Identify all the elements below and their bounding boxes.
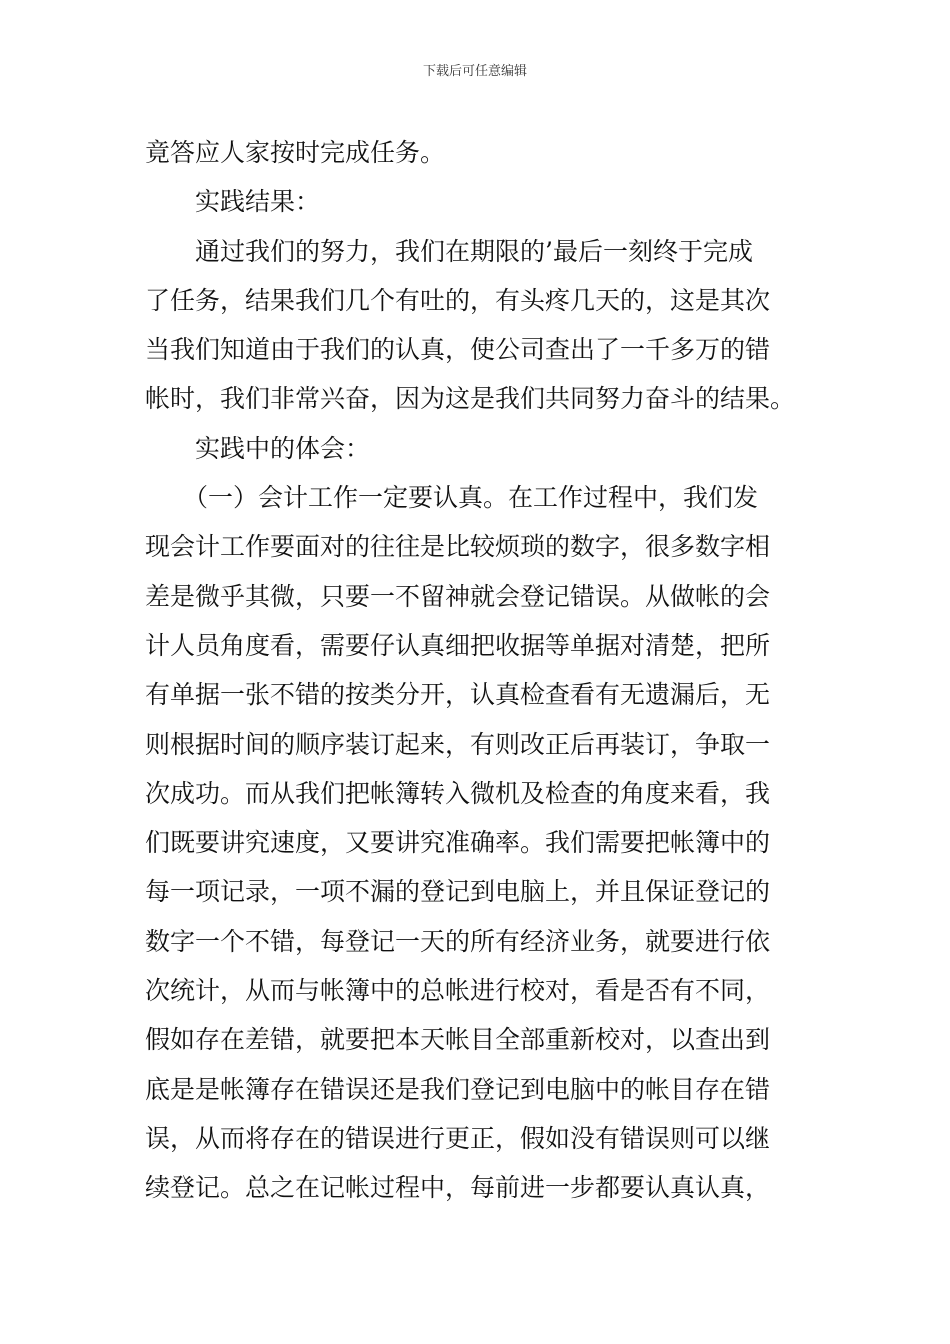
text-line: 假如存在差错，就要把本天帐目全部重新校对，以查出到	[145, 1025, 771, 1055]
text-line: （一）会计工作一定要认真。在工作过程中，我们发	[183, 483, 759, 513]
section-heading-practice-experience: 实践中的体会：	[195, 433, 371, 463]
text-line: 们既要讲究速度，又要讲究准确率。我们需要把帐簿中的	[145, 828, 771, 858]
text-line: 则根据时间的顺序装订起来，有则改正后再装订，争取一	[145, 729, 771, 759]
text-line: 差是微乎其微，只要一不留神就会登记错误。从做帐的会	[145, 581, 771, 611]
text-line: 竟答应人家按时完成任务。	[145, 138, 446, 167]
text-line: 每一项记录，一项不漏的登记到电脑上，并且保证登记的	[145, 877, 771, 907]
section-heading-practice-result: 实践结果：	[195, 187, 321, 217]
text-line: 续登记。总之在记帐过程中，每前进一步都要认真认真，	[145, 1173, 771, 1203]
text-line: 现会计工作要面对的往往是比较烦琐的数字，很多数字相	[145, 532, 771, 562]
text-line: 底是是帐簿存在错误还是我们登记到电脑中的帐目存在错	[145, 1074, 771, 1104]
page-header: 下载后可任意编辑	[422, 64, 527, 79]
text-line: 次成功。而从我们把帐簿转入微机及检查的角度来看，我	[145, 778, 771, 808]
text-line: 了任务，结果我们几个有吐的，有头疼几天的，这是其次	[145, 285, 771, 315]
text-line: 有单据一张不错的按类分开，认真检查看有无遗漏后，无	[145, 680, 771, 710]
text-line: 通过我们的努力，我们在期限的’最后一刻终于完成	[195, 236, 753, 266]
text-line: 当我们知道由于我们的认真，使公司查出了一千多万的错	[145, 335, 771, 365]
text-line: 误，从而将存在的错误进行更正，假如没有错误则可以继	[145, 1123, 771, 1153]
document-body	[145, 128, 815, 1213]
text-line: 计人员角度看，需要仔认真细把收据等单据对清楚，把所	[145, 630, 771, 660]
text-line: 数字一个不错，每登记一天的所有经济业务，就要进行依	[145, 926, 771, 956]
text-line: 次统计，从而与帐簿中的总帐进行校对，看是否有不同，	[145, 976, 771, 1006]
text-line: 帐时，我们非常兴奋，因为这是我们共同努力奋斗的结果。	[145, 384, 796, 414]
